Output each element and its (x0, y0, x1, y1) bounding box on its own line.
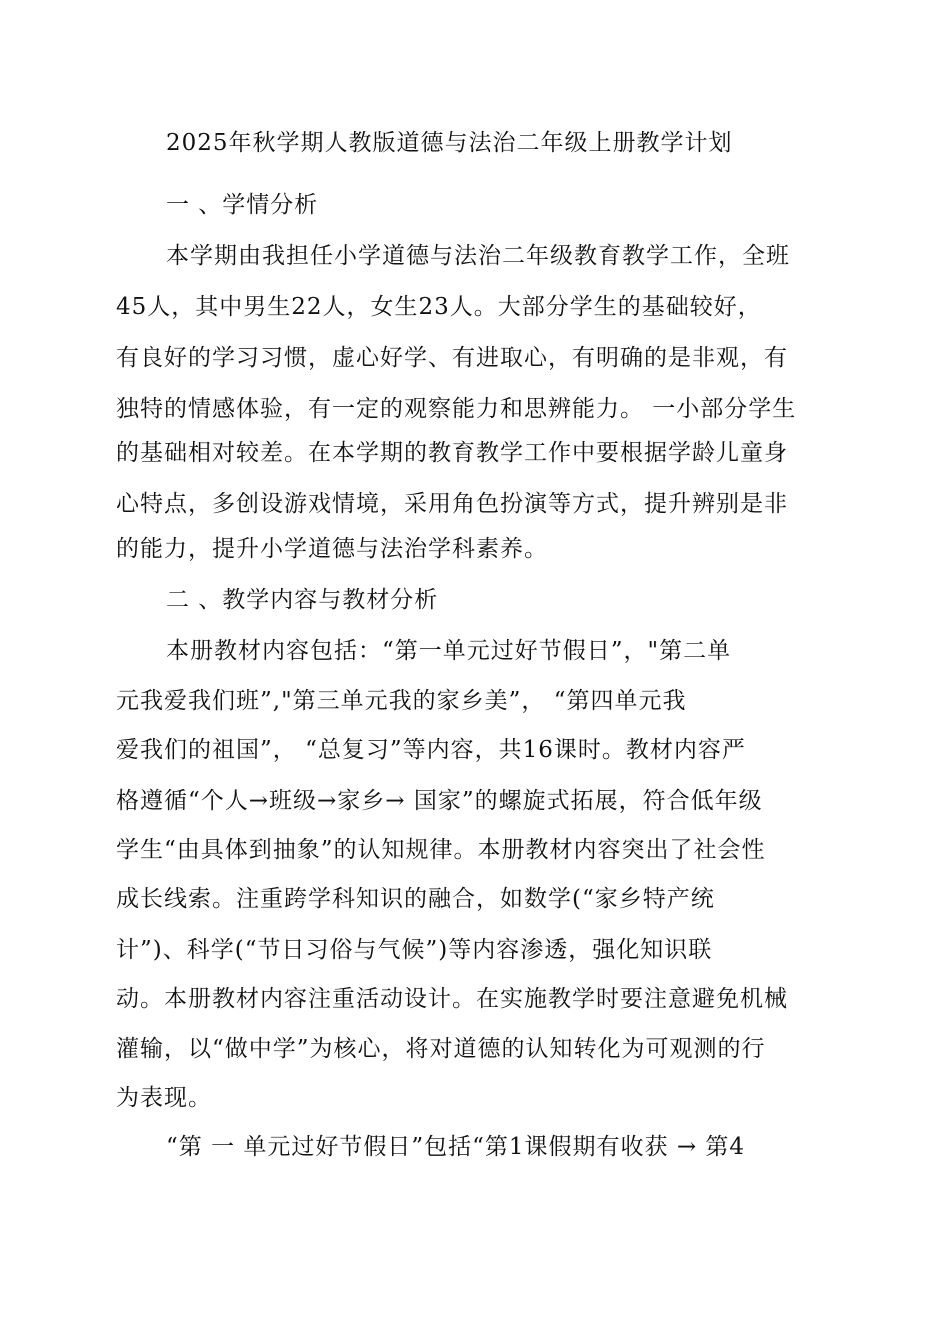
paragraph-line: 的能力，提升小学道德与法治学科素养。 (116, 536, 548, 562)
paragraph-line: 心特点，多创设游戏情境，采用角色扮演等方式，提升辨别是非 (116, 491, 788, 517)
paragraph-line: “第 一 单元过好节假日”包括“第1课假期有收获 → 第4 (166, 1134, 746, 1160)
paragraph-line: 本学期由我担任小学道德与法治二年级教育教学工作，全班 (166, 243, 790, 269)
paragraph-line: 爱我们的祖国”， “总复习”等内容，共16课时。教材内容严 (116, 737, 746, 763)
paragraph-line: 的基础相对较差。在本学期的教育教学工作中要根据学龄儿童身 (116, 440, 788, 466)
paragraph-line: 本册教材内容包括：“第一单元过好节假日”，"第二单 (166, 638, 732, 664)
paragraph-line: 45人，其中男生22人，女生23人。大部分学生的基础较好， (116, 294, 762, 320)
paragraph-line: 计”)、科学(“节日习俗与气候”)等内容渗透，强化知识联 (116, 937, 713, 963)
section-heading-1: 一 、学情分析 (166, 192, 319, 218)
paragraph-line: 独特的情感体验，有一定的观察能力和思辨能力。 一小部分学生 (116, 396, 797, 422)
paragraph-line: 灌输，以“做中学”为核心，将对道德的认知转化为可观测的行 (116, 1036, 766, 1062)
paragraph-line: 学生“由具体到抽象”的认知规律。本册教材内容突出了社会性 (116, 837, 766, 863)
paragraph-line: 动。本册教材内容注重活动设计。在实施教学时要注意避免机械 (116, 986, 788, 1012)
section-heading-2: 二 、教学内容与教材分析 (166, 587, 439, 613)
paragraph-line: 成长线索。注重跨学科知识的融合，如数学(“家乡特产统 (116, 886, 715, 912)
paragraph-line: 元我爱我们班”,"第三单元我的家乡美”， “第四单元我 (116, 688, 687, 714)
paragraph-line: 有良好的学习习惯，虚心好学、有进取心，有明确的是非观，有 (116, 345, 788, 371)
paragraph-line: 格遵循“个人→班级→家乡→ 国家”的螺旋式拓展，符合低年级 (116, 788, 763, 814)
document-title: 2025年秋学期人教版道德与法治二年级上册教学计划 (166, 130, 733, 156)
paragraph-line: 为表现。 (116, 1085, 212, 1111)
